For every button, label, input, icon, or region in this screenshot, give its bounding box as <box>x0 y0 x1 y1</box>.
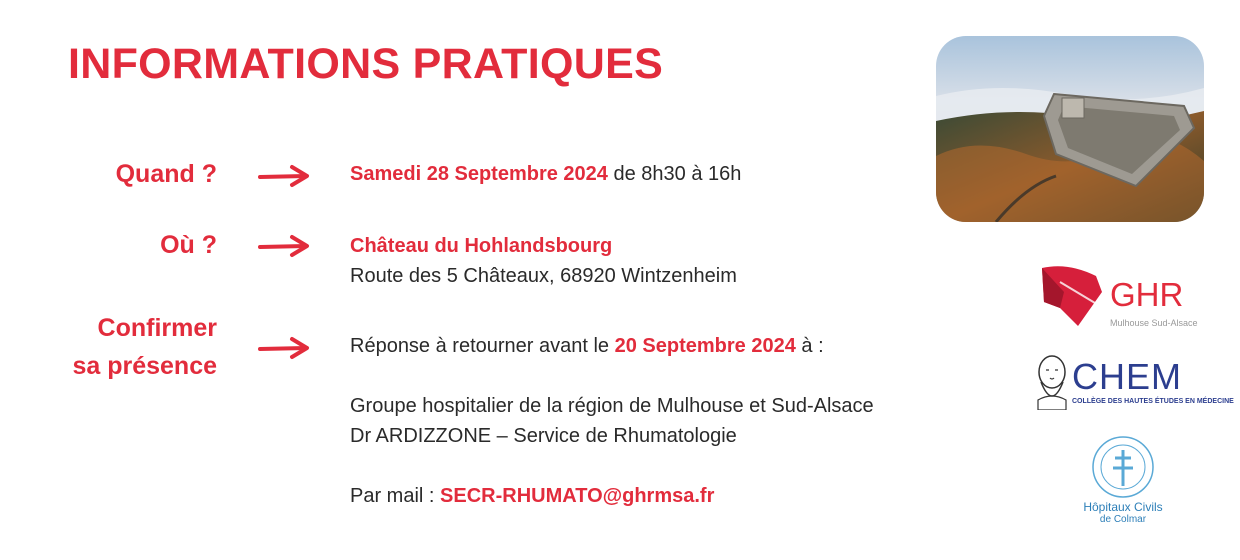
hcc-name-line2: de Colmar <box>1099 514 1147 525</box>
reply-date: 20 Septembre 2024 <box>614 335 796 357</box>
venue-address: Route des 5 Châteaux, 68920 Wintzenheim <box>350 265 737 287</box>
event-hours: de 8h30 à 16h <box>607 163 742 185</box>
when-label: Quand ? <box>115 160 217 188</box>
hcc-cross-emblem-icon <box>1086 434 1160 500</box>
page-title: INFORMATIONS PRATIQUES <box>68 40 664 88</box>
arrow-right-icon <box>258 164 310 188</box>
hcc-name-line1: Hôpitaux Civils <box>1083 500 1163 514</box>
chem-logo <box>1032 352 1234 414</box>
ghr-name: GHR <box>1110 276 1184 313</box>
mail-link[interactable]: SECR-RHUMATO@ghrmsa.fr <box>440 485 715 507</box>
arrow-right-icon <box>258 336 310 360</box>
chem-subtitle: COLLÈGE DES HAUTES ÉTUDES EN MÉDECINE <box>1072 398 1234 405</box>
organization: Groupe hospitalier de la région de Mulhouse et Sud-Alsace <box>350 395 874 417</box>
arrow-right-icon <box>258 234 310 258</box>
reply-suffix: à : <box>795 335 824 357</box>
reply-line <box>350 331 874 361</box>
event-date: Samedi 28 Septembre 2024 <box>350 163 608 185</box>
ghr-emblem-icon <box>1038 262 1106 328</box>
ghr-logo <box>1038 262 1208 332</box>
portrait-icon <box>1032 352 1072 410</box>
when-text <box>350 159 741 189</box>
chem-name: CHEM <box>1072 356 1182 397</box>
venue-name: Château du Hohlandsbourg <box>350 235 613 257</box>
confirm-text <box>350 331 874 511</box>
mail-prefix: Par mail : <box>350 485 441 507</box>
reply-prefix: Réponse à retourner avant le <box>350 335 615 357</box>
confirm-label-line1: Confirmer <box>97 314 217 342</box>
confirm-label <box>72 309 217 385</box>
hcc-logo <box>1058 434 1188 530</box>
castle-photo <box>936 36 1204 222</box>
confirm-label-line2: sa présence <box>72 352 217 380</box>
where-text <box>350 231 737 291</box>
contact-person: Dr ARDIZZONE – Service de Rhumatologie <box>350 425 737 447</box>
where-label: Où ? <box>160 231 217 259</box>
mail-line <box>350 481 874 511</box>
ghr-subtitle: Mulhouse Sud-Alsace <box>1110 318 1198 328</box>
